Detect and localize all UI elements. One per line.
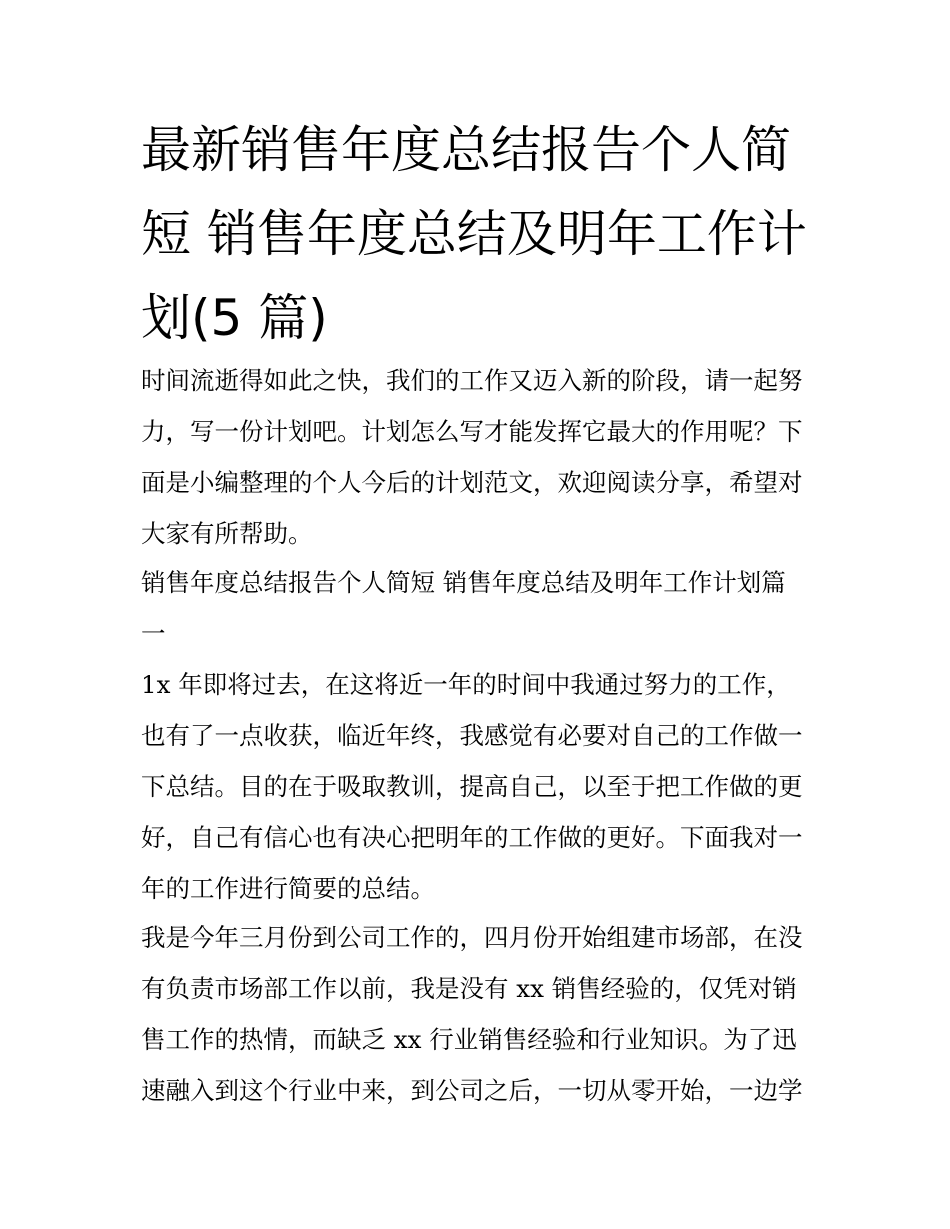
text-line: 一 [141, 619, 166, 648]
body-paragraph [141, 912, 819, 1116]
text-line: 速融入到这个行业中来，到公司之后，一切从零开始，一边学 [141, 1076, 803, 1105]
body-paragraph [141, 659, 819, 914]
text-line: 年的工作进行简要的总结。 [141, 874, 435, 903]
text-line: 力，写一份计划吧。计划怎么写才能发挥它最大的作用呢？下 [141, 417, 803, 446]
text-line: 也有了一点收获，临近年终，我感觉有必要对自己的工作做一 [141, 721, 803, 750]
text-line: 售工作的热情，而缺乏 xx 行业销售经验和行业知识。为了迅 [141, 1025, 797, 1054]
intro-paragraph [141, 355, 819, 559]
title-line: 短 销售年度总结及明年工作计 [141, 205, 807, 263]
text-line: 下总结。目的在于吸取教训，提高自己，以至于把工作做的更 [141, 772, 803, 801]
text-line: 大家有所帮助。 [141, 519, 313, 548]
text-line: 销售年度总结报告个人简短 销售年度总结及明年工作计划篇 [141, 568, 786, 597]
text-line: 我是今年三月份到公司工作的，四月份开始组建市场部，在没 [141, 923, 803, 952]
text-line: 面是小编整理的个人今后的计划范文，欢迎阅读分享，希望对 [141, 468, 803, 497]
document-title [141, 108, 821, 360]
text-line: 有负责市场部工作以前，我是没有 xx 销售经验的，仅凭对销 [141, 974, 797, 1003]
text-line: 好，自己有信心也有决心把明年的工作做的更好。下面我对一 [141, 823, 803, 852]
title-line: 划(5 篇) [141, 289, 328, 347]
section-heading [141, 557, 819, 659]
title-line: 最新销售年度总结报告个人简 [141, 121, 791, 179]
text-line: 1x 年即将过去，在这将近一年的时间中我通过努力的工作， [141, 670, 791, 699]
text-line: 时间流逝得如此之快，我们的工作又迈入新的阶段，请一起努 [141, 366, 803, 395]
